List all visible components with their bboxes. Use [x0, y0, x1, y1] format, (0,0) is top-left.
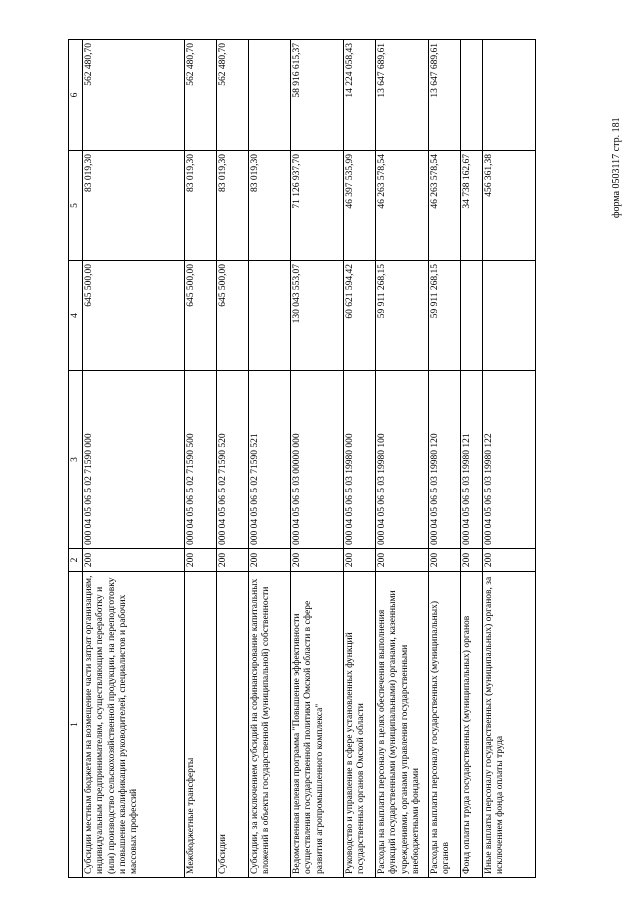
row-col6-cell: [249, 40, 291, 151]
table-row: [83, 40, 185, 878]
row-col5-cell: 83 019,30: [249, 151, 291, 261]
row-col5-cell: 456 361,38: [483, 151, 536, 261]
row-code-cell: 200: [249, 549, 291, 572]
row-name-cell: Иные выплаты персоналу государственных (муниципальных) органов, за исключением фонда оплаты труда: [483, 572, 536, 878]
row-col4-cell: 130 043 553,07: [291, 261, 344, 371]
row-col5-cell: 46 263 578,54: [376, 151, 429, 261]
row-name-cell: Субсидии, за исключением субсидий на софинансирование капитальных вложений в объекты государственной (муниципальной) собственности: [249, 572, 291, 878]
row-name-cell: Расходы на выплаты персоналу в целях обеспечения выполнения функций государственными (муниципальными) органами, казенными учреждениями, органами управления государственными внебюджетными фондами: [376, 572, 429, 878]
row-kbk-cell: 000 04 05 06 5 02 71590 500: [185, 371, 217, 549]
row-kbk-cell: 000 04 05 06 5 03 19980 100: [376, 371, 429, 549]
table-row: [185, 40, 217, 878]
row-col6-cell: 58 916 615,37: [291, 40, 344, 151]
row-kbk-cell: 000 04 05 06 5 02 71590 520: [217, 371, 249, 549]
row-code-cell: 200: [185, 549, 217, 572]
row-col5-cell: 71 126 937,70: [291, 151, 344, 261]
report-table: [68, 39, 536, 878]
row-code-cell: 200: [217, 549, 249, 572]
row-col4-cell: [483, 261, 536, 371]
row-col4-cell: 645 500,00: [185, 261, 217, 371]
row-col5-cell: 46 263 578,54: [429, 151, 461, 261]
row-code-cell: 200: [461, 549, 483, 572]
row-code-cell: 200: [344, 549, 376, 572]
row-col6-cell: 13 647 689,61: [376, 40, 429, 151]
row-kbk-cell: 000 04 05 06 5 02 71590 000: [83, 371, 185, 549]
row-col5-cell: 83 019,30: [217, 151, 249, 261]
table-row: [376, 40, 429, 878]
header-col-5: 5: [69, 151, 83, 261]
row-name-cell: Ведомственная целевая программа "Повышение эффективности осуществления государственной политики Омской области в сфере развития агропромышленного комплекса": [291, 572, 344, 878]
table-row: [461, 40, 483, 878]
header-col-3: 3: [69, 371, 83, 549]
row-col5-cell: 46 397 535,99: [344, 151, 376, 261]
row-name-cell: Субсидии местным бюджетам на возмещение части затрат организациям, индивидуальным предпринимателям, осуществляющим переработку и (или) производство сельскохозяйственной продукции, на переподготовку и повышение квалификации руководителей, специалистов и рабочих массовых профессий: [83, 572, 185, 878]
row-col4-cell: 59 911 268,15: [429, 261, 461, 371]
table-row: [249, 40, 291, 878]
row-col6-cell: 562 480,70: [185, 40, 217, 151]
row-col4-cell: [249, 261, 291, 371]
row-col5-cell: 83 019,30: [185, 151, 217, 261]
table-row: [483, 40, 536, 878]
row-col6-cell: 13 647 689,61: [429, 40, 461, 151]
form-label-text: форма 0503117 стр. 181: [611, 117, 622, 218]
row-name-cell: Расходы на выплаты персоналу государственных (муниципальных) органов: [429, 572, 461, 878]
row-col4-cell: [461, 261, 483, 371]
row-col6-cell: [461, 40, 483, 151]
row-code-cell: 200: [83, 549, 185, 572]
row-code-cell: 200: [483, 549, 536, 572]
row-kbk-cell: 000 04 05 06 5 02 71590 521: [249, 371, 291, 549]
row-name-cell: Межбюджетные трансферты: [185, 572, 217, 878]
header-col-2: 2: [69, 549, 83, 572]
row-col4-cell: 645 500,00: [83, 261, 185, 371]
report-sheet: [68, 40, 553, 878]
header-col-1: 1: [69, 572, 83, 878]
header-row: [69, 40, 83, 878]
table-row: [217, 40, 249, 878]
row-kbk-cell: 000 04 05 06 5 03 19980 120: [429, 371, 461, 549]
row-col4-cell: 59 911 268,15: [376, 261, 429, 371]
row-kbk-cell: 000 04 05 06 5 03 19980 000: [344, 371, 376, 549]
table-row: [291, 40, 344, 878]
row-col4-cell: 60 621 594,42: [344, 261, 376, 371]
row-col4-cell: 645 500,00: [217, 261, 249, 371]
row-col6-cell: 14 224 058,43: [344, 40, 376, 151]
form-label: [611, 18, 625, 218]
row-code-cell: 200: [376, 549, 429, 572]
table-body: [83, 40, 536, 878]
header-col-6: 6: [69, 40, 83, 151]
row-col5-cell: 83 019,30: [83, 151, 185, 261]
rotated-table-container: [68, 40, 553, 878]
header-col-4: 4: [69, 261, 83, 371]
row-col6-cell: 562 480,70: [217, 40, 249, 151]
row-code-cell: 200: [429, 549, 461, 572]
row-code-cell: 200: [291, 549, 344, 572]
row-name-cell: Руководство и управление в сфере установленных функций государственных органов Омской области: [344, 572, 376, 878]
row-col5-cell: 34 738 162,67: [461, 151, 483, 261]
row-kbk-cell: 000 04 05 06 5 03 19980 121: [461, 371, 483, 549]
table-row: [344, 40, 376, 878]
row-kbk-cell: 000 04 05 06 5 03 19980 122: [483, 371, 536, 549]
row-name-cell: Субсидии: [217, 572, 249, 878]
row-col6-cell: 562 480,70: [83, 40, 185, 151]
row-col6-cell: [483, 40, 536, 151]
row-name-cell: Фонд оплаты труда государственных (муниципальных) органов: [461, 572, 483, 878]
row-kbk-cell: 000 04 05 06 5 03 00000 000: [291, 371, 344, 549]
table-row: [429, 40, 461, 878]
